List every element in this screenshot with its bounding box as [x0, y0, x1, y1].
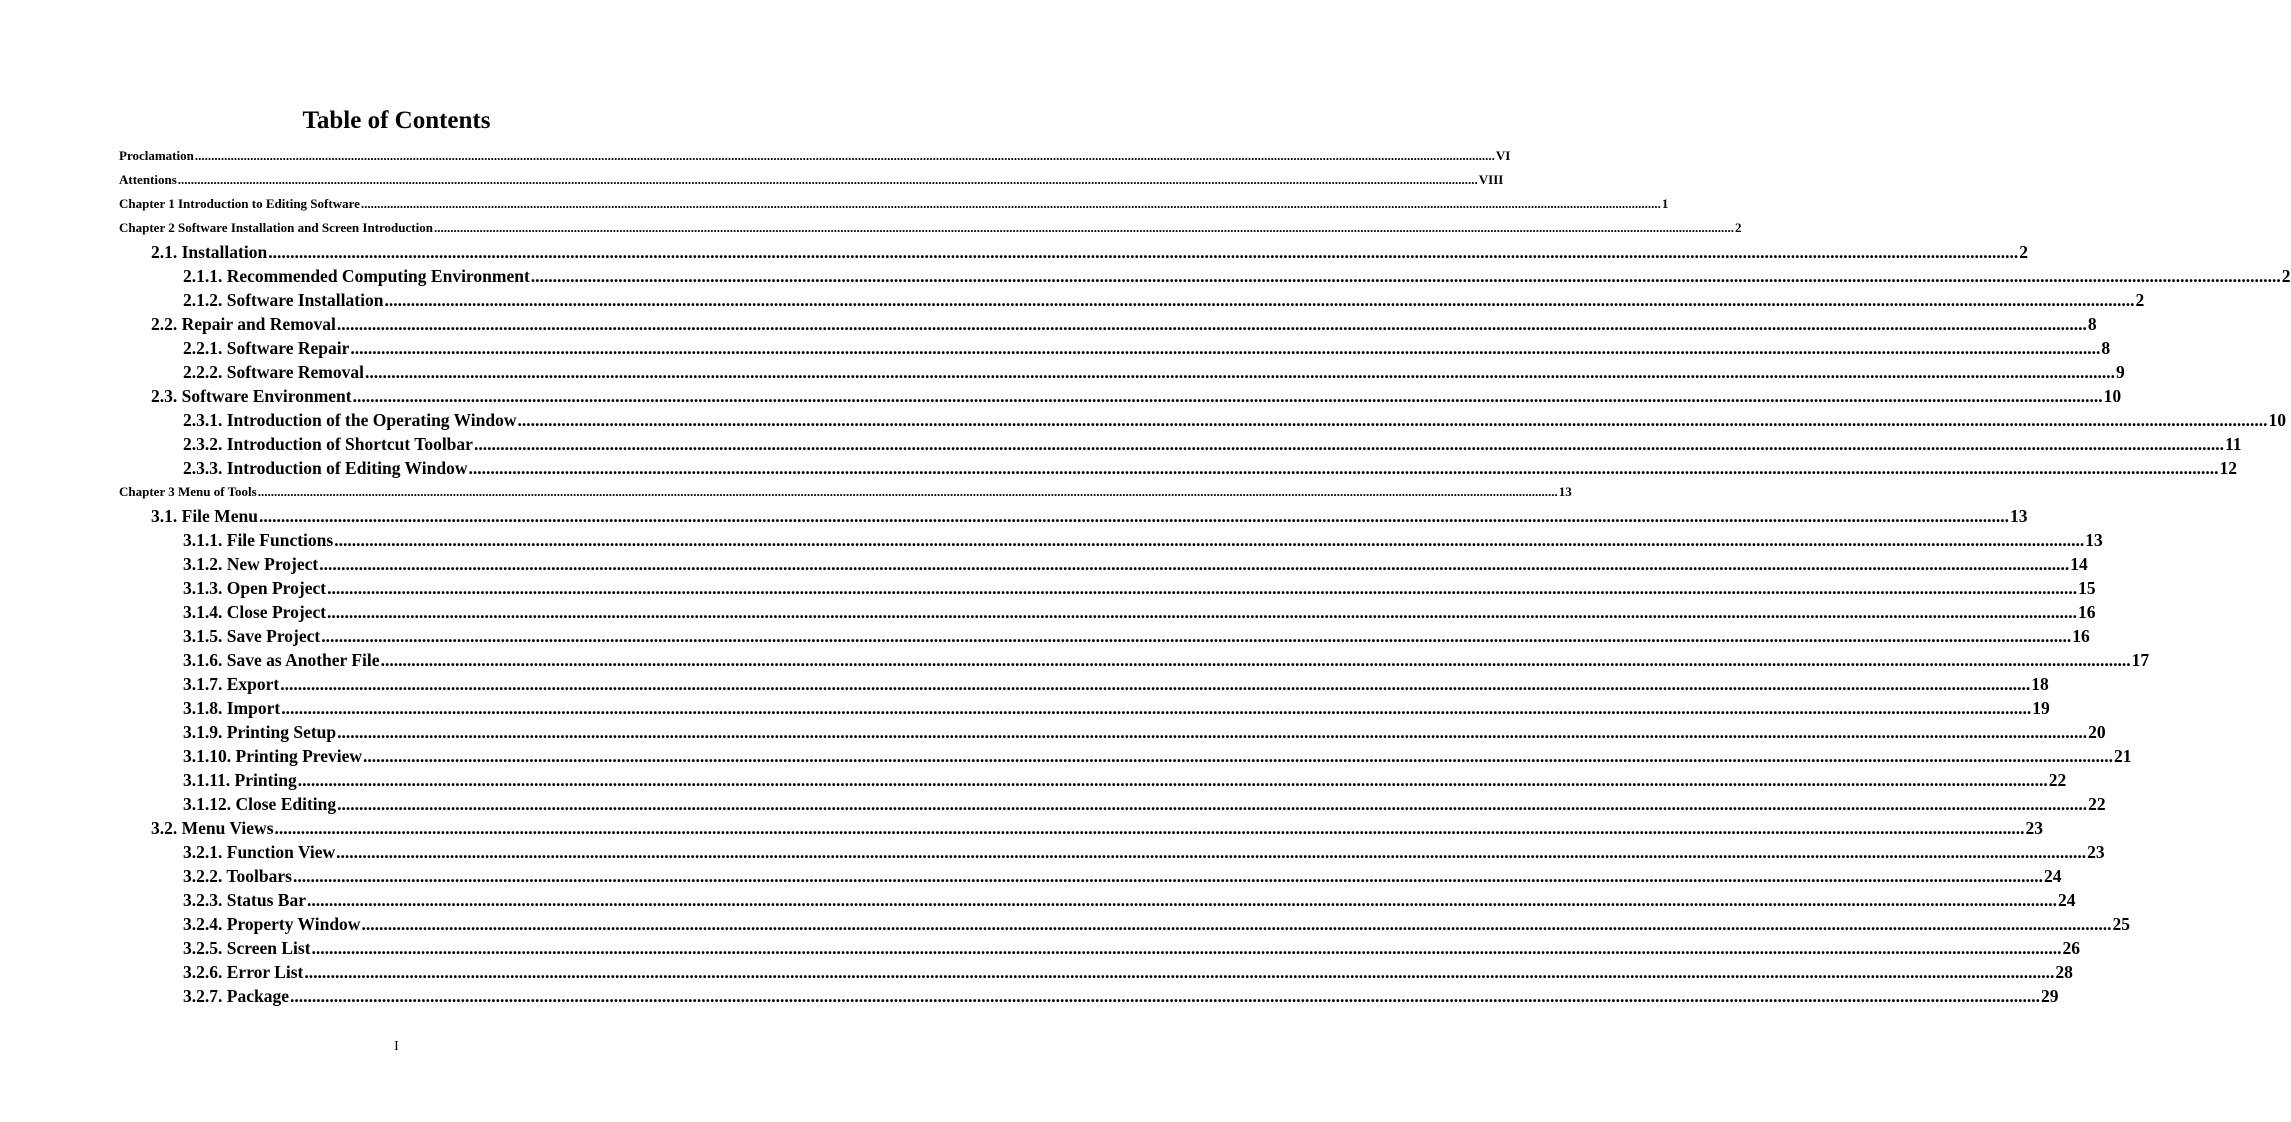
- toc-entry-label: 2.3. Software Environment: [151, 386, 352, 406]
- dot-leader: ................................................................................................................................................................................................................................................................................................................................................................................................................: [363, 746, 2114, 766]
- toc-entry-label: 2.3.3. Introduction of Editing Window: [183, 458, 468, 478]
- toc-entry-page: 13: [1558, 484, 1572, 499]
- toc-entry[interactable]: [119, 216, 1742, 240]
- dot-leader: ................................................................................................................................................................................................................................................................................................................................................................................................................: [280, 674, 2031, 694]
- page-title: Table of Contents: [302, 107, 491, 134]
- toc-entry-label: 3.1.6. Save as Another File: [183, 650, 380, 670]
- toc-entry-label: 3.2.1. Function View: [183, 842, 336, 862]
- dot-leader: ................................................................................................................................................................................................................................................................................................................................................................................................................: [274, 818, 2025, 838]
- dot-leader: ................................................................................................................................................................................................................................................................................................................................................................................................................: [327, 602, 2078, 622]
- dot-leader: ................................................................................................................................................................................................................................................................................................................................................................................................................: [336, 842, 2087, 862]
- page-number: I: [394, 1039, 399, 1054]
- dot-leader: ................................................................................................................................................................................................................................................................................................................................................................................................................: [307, 890, 2057, 910]
- toc-entry-page: 2: [2019, 242, 2028, 262]
- toc-entry-page: 22: [2088, 794, 2106, 814]
- toc-entry-page: 13: [2009, 506, 2028, 526]
- toc-entry[interactable]: [119, 144, 1511, 168]
- toc-entry[interactable]: [183, 528, 2103, 552]
- toc-entry-label: 3.2.5. Screen List: [183, 938, 311, 958]
- toc-entry-page: 9: [2115, 362, 2125, 382]
- toc-entry[interactable]: [183, 768, 2067, 792]
- dot-leader: ................................................................................................................................................................................................................................................................................................................................................................................................................: [380, 650, 2131, 670]
- toc-entry-page: 17: [2131, 650, 2150, 670]
- dot-leader: ................................................................................................................................................................................................................................................................................................................................................................................................................: [384, 290, 2135, 310]
- toc-entry-page: 22: [2048, 770, 2067, 790]
- toc-entry[interactable]: [183, 576, 2096, 600]
- toc-entry[interactable]: [183, 888, 2076, 912]
- dot-leader: ................................................................................................................................................................................................................................................................................................................................................................................................................: [268, 242, 2019, 262]
- dot-leader: ................................................................................................................................................................................................................................................................................................................................................................................................................: [258, 506, 2009, 526]
- toc-entry-label: 3.2.7. Package: [183, 986, 289, 1006]
- toc-entry-label: 3.1. File Menu: [151, 506, 258, 526]
- toc-entry-label: 3.1.1. File Functions: [183, 530, 334, 550]
- toc-entry-page: 10: [2268, 410, 2287, 430]
- toc-entry[interactable]: [183, 720, 2106, 744]
- toc-entry-label: 3.2.3. Status Bar: [183, 890, 306, 910]
- toc-entry[interactable]: [183, 672, 2049, 696]
- toc-entry-page: VI: [1495, 148, 1511, 163]
- dot-leader: ................................................................................................................................................................................................................................................................................................................................................................................................................: [337, 722, 2088, 742]
- toc-entry-page: 2: [1734, 220, 1742, 235]
- toc-entry[interactable]: [183, 552, 2088, 576]
- toc-entry[interactable]: [183, 432, 2242, 456]
- toc-entry-page: 13: [2085, 530, 2103, 550]
- dot-leader: ................................................................................................................................................................................................................................................................................................................................................................................................................: [364, 362, 2115, 382]
- toc-entry-page: 28: [2055, 962, 2073, 982]
- toc-entry-label: 2.1. Installation: [151, 242, 268, 262]
- dot-leader: ................................................................................................................................................................................................................................................................................................................................................................................................................: [530, 266, 2281, 286]
- toc-entry-label: 3.2.2. Toolbars: [183, 866, 292, 886]
- toc-entry-page: 8: [2101, 338, 2111, 358]
- toc-entry[interactable]: [183, 600, 2096, 624]
- toc-entry[interactable]: [183, 360, 2125, 384]
- toc-entry-label: 3.1.11. Printing: [183, 770, 297, 790]
- toc-entry-page: 2: [2281, 266, 2291, 286]
- dot-leader: ................................................................................................................................................................................................................................................................................................................................................................................................................: [311, 938, 2062, 958]
- toc-entry-label: 3.1.7. Export: [183, 674, 280, 694]
- dot-leader: ................................................................................................................................................................................................................................................................................................................................................................................................................: [257, 484, 1558, 499]
- toc-entry-label: Proclamation: [119, 148, 194, 163]
- toc-entry-label: 3.1.10. Printing Preview: [183, 746, 363, 766]
- dot-leader: ................................................................................................................................................................................................................................................................................................................................................................................................................: [289, 986, 2040, 1006]
- toc-entry-label: 2.1.2. Software Installation: [183, 290, 384, 310]
- toc-entry[interactable]: [183, 336, 2111, 360]
- toc-entry[interactable]: [183, 744, 2132, 768]
- toc-entry-label: 3.2.4. Property Window: [183, 914, 361, 934]
- toc-entry[interactable]: [183, 936, 2081, 960]
- dot-leader: ................................................................................................................................................................................................................................................................................................................................................................................................................: [321, 626, 2072, 646]
- toc-entry[interactable]: [151, 312, 2097, 336]
- dot-leader: ................................................................................................................................................................................................................................................................................................................................................................................................................: [361, 914, 2112, 934]
- dot-leader: ................................................................................................................................................................................................................................................................................................................................................................................................................: [360, 196, 1661, 211]
- toc-entry[interactable]: [183, 624, 2090, 648]
- toc-entry-label: 3.1.9. Printing Setup: [183, 722, 337, 742]
- dot-leader: ................................................................................................................................................................................................................................................................................................................................................................................................................: [352, 386, 2103, 406]
- toc-entry-page: 24: [2043, 866, 2062, 886]
- toc-entry[interactable]: [183, 288, 2145, 312]
- toc-entry-page: 20: [2088, 722, 2106, 742]
- toc-entry[interactable]: [119, 168, 1504, 192]
- toc-entry-page: 25: [2112, 914, 2130, 934]
- dot-leader: ................................................................................................................................................................................................................................................................................................................................................................................................................: [337, 794, 2088, 814]
- toc-entry[interactable]: [151, 384, 2122, 408]
- dot-leader: ................................................................................................................................................................................................................................................................................................................................................................................................................: [297, 770, 2048, 790]
- toc-entry-page: VIII: [1478, 172, 1504, 187]
- toc-entry-label: 3.1.2. New Project: [183, 554, 319, 574]
- toc-entry[interactable]: [151, 240, 2028, 264]
- dot-leader: ................................................................................................................................................................................................................................................................................................................................................................................................................: [433, 220, 1734, 235]
- toc-entry-page: 1: [1661, 196, 1669, 211]
- toc-entry-page: 15: [2078, 578, 2096, 598]
- dot-leader: ................................................................................................................................................................................................................................................................................................................................................................................................................: [336, 314, 2087, 334]
- toc-entry-label: 3.2.6. Error List: [183, 962, 304, 982]
- toc-entry[interactable]: [183, 960, 2073, 984]
- toc-entry-page: 24: [2058, 890, 2076, 910]
- toc-entry[interactable]: [183, 840, 2105, 864]
- dot-leader: ................................................................................................................................................................................................................................................................................................................................................................................................................: [327, 578, 2078, 598]
- toc-entry[interactable]: [119, 192, 1669, 216]
- toc-entry-label: 3.1.4. Close Project: [183, 602, 327, 622]
- toc-entry-page: 16: [2078, 602, 2096, 622]
- dot-leader: ................................................................................................................................................................................................................................................................................................................................................................................................................: [292, 866, 2043, 886]
- toc-entry-label: Chapter 1 Introduction to Editing Software: [119, 196, 360, 211]
- toc-entry[interactable]: [183, 264, 2291, 288]
- dot-leader: ................................................................................................................................................................................................................................................................................................................................................................................................................: [334, 530, 2085, 550]
- toc-entry-page: 26: [2062, 938, 2081, 958]
- toc-entry-label: Chapter 2 Software Installation and Screen Introduction: [119, 220, 433, 235]
- toc-entry-page: 8: [2087, 314, 2097, 334]
- toc-entry-page: 23: [2025, 818, 2043, 838]
- toc-entry-page: 14: [2070, 554, 2088, 574]
- dot-leader: ................................................................................................................................................................................................................................................................................................................................................................................................................: [281, 698, 2032, 718]
- toc-entry[interactable]: [183, 792, 2106, 816]
- toc-entry-label: 2.2.2. Software Removal: [183, 362, 364, 382]
- toc-entry[interactable]: [183, 648, 2150, 672]
- toc-entry-label: 3.2. Menu Views: [151, 818, 274, 838]
- dot-leader: ................................................................................................................................................................................................................................................................................................................................................................................................................: [194, 148, 1495, 163]
- toc-entry-label: Attentions: [119, 172, 177, 187]
- toc-entry-page: 12: [2219, 458, 2237, 478]
- toc-entry-label: Chapter 3 Menu of Tools: [119, 484, 257, 499]
- toc-entry-label: 3.1.8. Import: [183, 698, 281, 718]
- dot-leader: ................................................................................................................................................................................................................................................................................................................................................................................................................: [304, 962, 2055, 982]
- toc-entry-page: 11: [2224, 434, 2242, 454]
- toc-entry-page: 18: [2031, 674, 2049, 694]
- dot-leader: ................................................................................................................................................................................................................................................................................................................................................................................................................: [468, 458, 2219, 478]
- toc-entry-page: 29: [2040, 986, 2059, 1006]
- dot-leader: ................................................................................................................................................................................................................................................................................................................................................................................................................: [473, 434, 2224, 454]
- toc-entry-page: 21: [2114, 746, 2132, 766]
- toc-entry-page: 19: [2032, 698, 2050, 718]
- toc-entry-label: 2.2. Repair and Removal: [151, 314, 336, 334]
- toc-entry[interactable]: [183, 864, 2062, 888]
- toc-entry-page: 23: [2087, 842, 2105, 862]
- toc-entry-page: 10: [2103, 386, 2122, 406]
- dot-leader: ................................................................................................................................................................................................................................................................................................................................................................................................................: [319, 554, 2070, 574]
- toc-entry[interactable]: [151, 816, 2043, 840]
- toc-entry[interactable]: [183, 456, 2237, 480]
- toc-entry-label: 2.3.1. Introduction of the Operating Window: [183, 410, 517, 430]
- toc-entry-label: 2.1.1. Recommended Computing Environment: [183, 266, 530, 286]
- toc-entry[interactable]: [183, 912, 2130, 936]
- toc-entry[interactable]: [183, 408, 2287, 432]
- dot-leader: ................................................................................................................................................................................................................................................................................................................................................................................................................: [350, 338, 2101, 358]
- toc-entry[interactable]: [151, 504, 2028, 528]
- dot-leader: ................................................................................................................................................................................................................................................................................................................................................................................................................: [177, 172, 1478, 187]
- toc-entry-label: 3.1.5. Save Project: [183, 626, 321, 646]
- toc-entry-page: 16: [2072, 626, 2090, 646]
- toc-entry-label: 3.1.3. Open Project: [183, 578, 327, 598]
- toc-entry[interactable]: [183, 984, 2059, 1008]
- toc-entry-page: 2: [2135, 290, 2145, 310]
- toc-entry[interactable]: [119, 480, 1572, 504]
- toc-entry[interactable]: [183, 696, 2050, 720]
- toc-entry-label: 2.3.2. Introduction of Shortcut Toolbar: [183, 434, 473, 454]
- toc-entry-label: 2.2.1. Software Repair: [183, 338, 350, 358]
- dot-leader: ................................................................................................................................................................................................................................................................................................................................................................................................................: [517, 410, 2268, 430]
- toc-entry-label: 3.1.12. Close Editing: [183, 794, 337, 814]
